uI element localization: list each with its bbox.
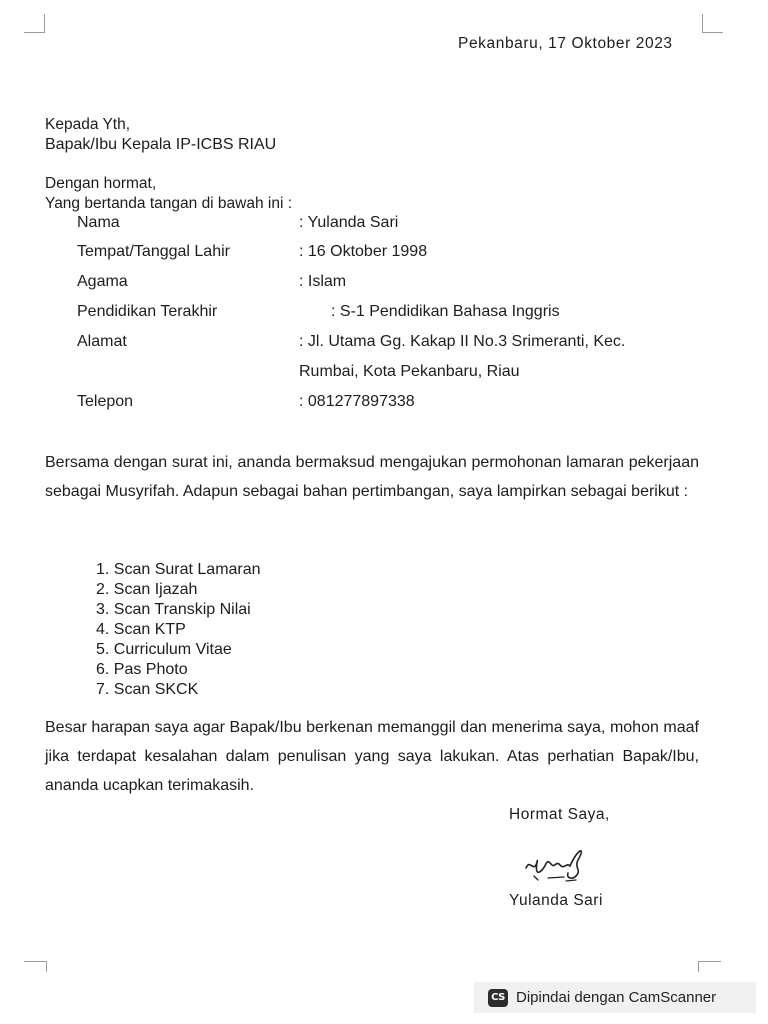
camscanner-icon: CS <box>488 989 508 1007</box>
crop-mark-bottom-left <box>24 961 47 972</box>
greeting-intro: Yang bertanda tangan di bawah ini : <box>45 195 293 212</box>
identity-value-religion: : Islam <box>299 273 347 290</box>
identity-value-birth: : 16 Oktober 1998 <box>299 243 428 260</box>
identity-value-address-line1: : Jl. Utama Gg. Kakap II No.3 Srimeranti, Kec. <box>299 333 626 350</box>
attachment-list <box>96 560 261 700</box>
identity-label-religion: Agama <box>77 273 128 290</box>
identity-label-address: Alamat <box>77 333 127 350</box>
identity-value-name: : Yulanda Sari <box>299 214 399 231</box>
body-paragraph-closing: Besar harapan saya agar Bapak/Ibu berkenan memanggil dan menerima saya, mohon maaf jika terdapat kesalahan dalam penulisan yang saya lakukan. Atas perhatian Bapak/Ibu, ananda ucapkan terimakasih. <box>45 719 699 794</box>
attachment-item: 5. Curriculum Vitae <box>96 641 232 658</box>
identity-label-phone: Telepon <box>77 393 134 410</box>
attachment-item: 2. Scan Ijazah <box>96 581 198 598</box>
handwritten-signature <box>520 840 590 890</box>
attachment-item: 1. Scan Surat Lamaran <box>96 561 261 578</box>
identity-label-name: Nama <box>77 214 120 231</box>
signer-name: Yulanda Sari <box>509 892 603 909</box>
attachment-item: 3. Scan Transkip Nilai <box>96 601 251 618</box>
camscanner-label: Dipindai dengan CamScanner <box>516 989 717 1006</box>
closing-salutation: Hormat Saya, <box>509 806 610 823</box>
crop-mark-bottom-right <box>698 961 721 972</box>
greeting-line: Dengan hormat, <box>45 175 157 192</box>
crop-mark-top-left <box>24 14 45 33</box>
body-paragraph-intro: Bersama dengan surat ini, ananda bermaksud mengajukan permohonan lamaran pekerjaan sebagai Musyrifah. Adapun sebagai bahan pertimbangan, saya lampirkan sebagai berikut : <box>45 454 699 500</box>
identity-label-birth: Tempat/Tanggal Lahir <box>77 243 230 260</box>
attachment-item: 7. Scan SKCK <box>96 681 199 698</box>
attachment-item: 6. Pas Photo <box>96 661 188 678</box>
crop-mark-top-right <box>702 14 723 33</box>
identity-value-address-line2: Rumbai, Kota Pekanbaru, Riau <box>299 363 520 380</box>
identity-value-phone: : 081277897338 <box>299 393 415 410</box>
letter-date: Pekanbaru, 17 Oktober 2023 <box>458 35 673 52</box>
recipient-salutation: Kepada Yth, <box>45 116 131 133</box>
camscanner-watermark <box>474 982 756 1013</box>
attachment-item: 4. Scan KTP <box>96 621 186 638</box>
recipient-title: Bapak/Ibu Kepala IP-ICBS RIAU <box>45 136 277 153</box>
identity-label-education: Pendidikan Terakhir <box>77 303 218 320</box>
identity-value-education: : S-1 Pendidikan Bahasa Inggris <box>331 303 560 320</box>
